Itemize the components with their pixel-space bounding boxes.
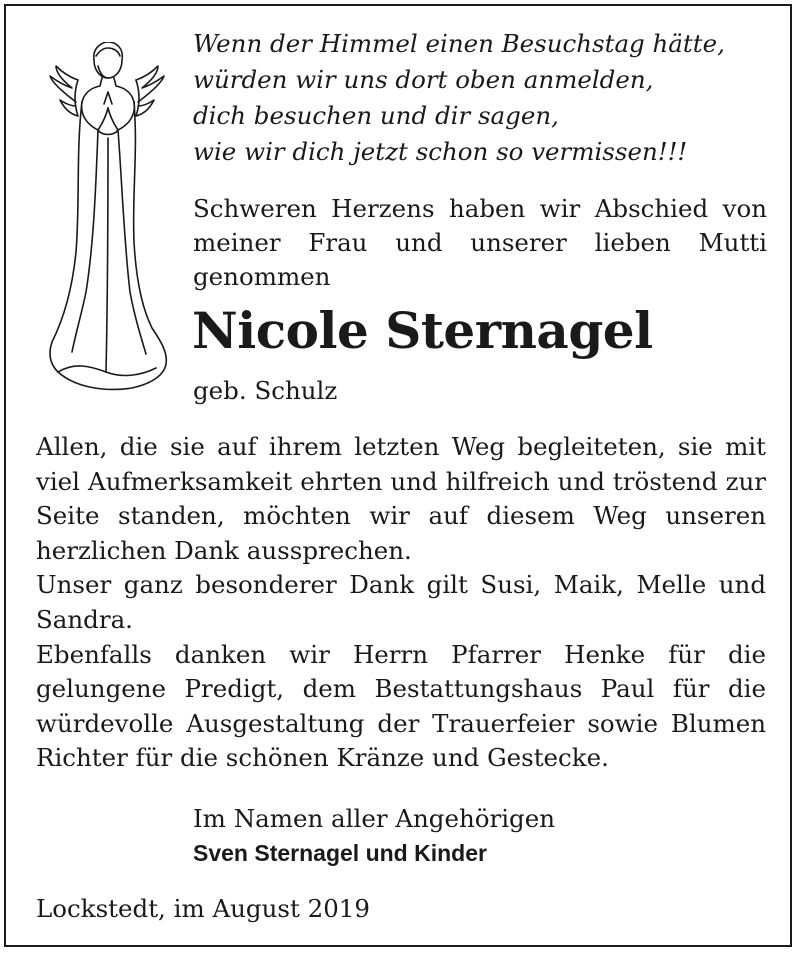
- birth-name: geb. Schulz: [193, 376, 338, 405]
- thanks-paragraph: Unser ganz besonderer Dank gilt Susi, Maik, Melle und Sandra.: [36, 570, 766, 634]
- poem-line: würden wir uns dort oben anmelden,: [193, 65, 654, 94]
- signature-names: Sven Sternagel und Kinder: [193, 840, 487, 866]
- poem-line: wie wir dich jetzt schon so vermissen!!!: [193, 137, 688, 166]
- angel-figure-icon: [46, 42, 170, 402]
- thanks-paragraph: Ebenfalls danken wir Herrn Pfarrer Henke für die gelungene Predigt, dem Bestattungshaus Paul für die würdevolle Ausgestaltung der Trauerfeier sowie Blumen Richter für die schönen Kränze und Gestecke.: [36, 639, 766, 773]
- thanks-text: [36, 430, 766, 776]
- poem-line: Wenn der Himmel einen Besuchstag hätte,: [193, 29, 725, 58]
- signature-line: Im Namen aller Angehörigen: [193, 804, 556, 833]
- place-date: Lockstedt, im August 2019: [36, 894, 370, 923]
- farewell-intro: Schweren Herzens haben wir Abschied von meiner Frau und unserer lieben Mutti genommen: [193, 194, 767, 291]
- deceased-name: Nicole Sternagel: [192, 301, 653, 360]
- poem-line: dich besuchen und dir sagen,: [193, 101, 559, 130]
- thanks-paragraph: Allen, die sie auf ihrem letzten Weg begleiteten, sie mit viel Aufmerksamkeit ehrten und hilfreich und tröstend zur Seite standen, möchten wir auf diesem Weg unseren herzlichen Dank aussprechen.: [36, 432, 766, 565]
- poem-verse: [193, 26, 773, 170]
